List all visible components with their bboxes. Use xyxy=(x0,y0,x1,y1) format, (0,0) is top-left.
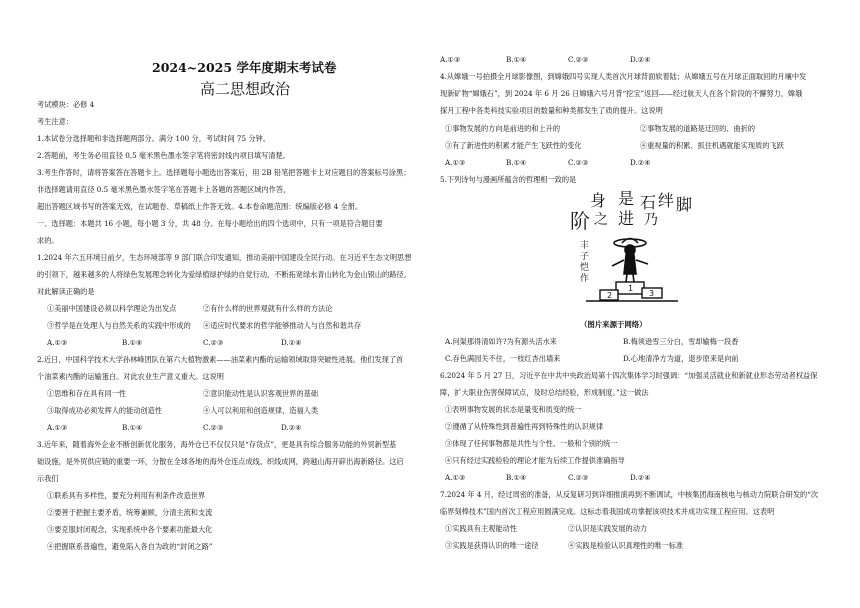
question-3-stem: 3.近年来，随着海外企业不断创新优化服务，海外仓已不仅仅只是“存货点”，更是具有综合服务功能的外贸新型基 xyxy=(37,440,397,449)
answer-option[interactable]: C.②③ xyxy=(568,473,589,482)
answer-option[interactable]: D.②④ xyxy=(281,338,302,347)
calligraphy-char: 石 xyxy=(640,193,657,212)
statement-item: ①实践具有主观能动性 xyxy=(445,524,517,533)
calligraphy-char: 绊 xyxy=(658,191,675,210)
cartoon-caption: （图片来源于网络） xyxy=(580,320,647,329)
note-line: 2.答题前，考生务必用直径 0.5 毫米黑色墨水签字笔将密封线内项目填写清楚。 xyxy=(37,151,290,160)
statement-item: ①美丽中国建设必须以科学理论为出发点 xyxy=(47,304,177,313)
question-4-stem: 4.从嫦娥一号拍摄全月球影像图，到嫦娥四号实现人类首次月球背面软着陆；从嫦娥五号在月球正面取回的月壤中发 xyxy=(440,72,807,81)
exam-title: 2024~2025 学年度期末考试卷 xyxy=(152,60,337,75)
exam-module: 考试模块：必修 4 xyxy=(37,100,95,109)
question-4-stem: 现新矿物“嫦娥石”，到 2024 年 6 月 26 日嫦娥六号月背“挖宝”返回——经过航天人在各个阶段的不懈努力，嫦娥 xyxy=(440,89,803,98)
exam-subject: 高二思想政治 xyxy=(200,80,291,98)
section-heading: 一、选择题：本题共 16 小题，每小题 3 分，共 48 分。在每小题给出的四个选项中，只有一项是符合题目要 xyxy=(37,219,383,228)
answer-option[interactable]: C.吞色满园关不住，一枝红杏出墙来 xyxy=(445,354,561,363)
calligraphy-char: 乃 xyxy=(644,212,658,228)
note-line: 超出答题区域书写的答案无效，在试题卷、草稿纸上作答无效。4.本卷命题范围：统编版必修 4 全册。 xyxy=(37,202,363,211)
answer-option[interactable]: C.②③ xyxy=(203,338,224,347)
note-line: 1.本试卷分选择题和非选择题两部分。满分 100 分，考试时间 75 分钟。 xyxy=(37,134,270,143)
calligraphy-char: 身 xyxy=(590,191,607,210)
answer-option[interactable]: D.②④ xyxy=(630,473,651,482)
statement-item: ④只有经过实践检验的理论才能为后续工作提供准确指导 xyxy=(445,456,625,465)
answer-option[interactable]: D.心地清净方为道，退步原来是向前 xyxy=(623,354,739,363)
statement-item: ②要善于把握主要矛盾，统筹兼顾，分清主流和支流 xyxy=(47,508,213,517)
answer-option[interactable]: D.②④ xyxy=(630,158,651,167)
statement-item: ④人可以利用和创造规律，造福人类 xyxy=(203,406,319,415)
question-5-stem: 5.下列诗句与漫画所蕴含的哲理相一致的是 xyxy=(440,175,577,184)
answer-option[interactable]: C.②③ xyxy=(568,158,589,167)
answer-option[interactable]: B.①④ xyxy=(506,55,527,64)
answer-option[interactable]: B.①④ xyxy=(122,338,143,347)
answer-option[interactable]: B.①④ xyxy=(506,158,527,167)
question-7-stem: 7.2024 年 4 月，经过周密的准备，从反复研习到详细推演再到不断调试，中核集团海南核电与核动力院联合研发的“次 xyxy=(440,490,819,499)
question-1-stem: 的引领下，越来越多的人将绿色发展理念转化为爱绿植绿护绿的自觉行动，不断拓宽绿水青山转化为金山银山的路径。 xyxy=(37,270,411,279)
answer-option[interactable]: D.②④ xyxy=(281,423,302,432)
statement-item: ③哲学是在处理人与自然关系的实践中形成的 xyxy=(47,321,191,330)
podium-number: 2 xyxy=(607,291,613,300)
podium-number: 3 xyxy=(649,289,655,298)
note-line: 3.考生作答时，请将答案答在答题卡上。选择题每小题选出答案后，用 2B 铅笔把答题卡上对应题目的答案标号涂黑； xyxy=(37,168,411,177)
answer-option[interactable]: C.②③ xyxy=(203,423,224,432)
stepping-stone-cartoon xyxy=(566,188,694,312)
statement-item: ②意识能动性是认识客观世界的基础 xyxy=(203,389,319,398)
statement-item: ③取得成功必须发挥人的能动创造性 xyxy=(47,406,163,415)
statement-item: ①表明事物发展的状态是量变和质变的统一 xyxy=(445,405,582,414)
signature-char: 恺 xyxy=(580,263,590,273)
statement-item: ①事物发展的方向是前进的和上升的 xyxy=(445,124,561,133)
question-1-stem: 1.2024 年六五环境日前夕，生态环境部等 9 部门联合印发通知，推动美丽中国建设全民行动。在习近平生态文明思想 xyxy=(37,253,412,262)
question-2-stem: 个油菜素内酯的运输蛋白。对此农业生产意义重大。这说明 xyxy=(37,372,224,381)
note-line: 非选择题请用直径 0.5 毫米黑色墨水签字笔在答题卡上各题的答题区域内作答， xyxy=(37,185,291,194)
statement-item: ③有了新进性的积累才能产生飞跃性的变化 xyxy=(445,141,582,150)
question-2-stem: 2.近日，中国科学技术大学孙林峰团队在第六大植物激素——油菜素内酯的运输领域取得突破性进展。他们发现了首 xyxy=(37,355,404,364)
statement-item: ④重视量的积累、抓住机遇就能实现质的飞跃 xyxy=(640,141,784,150)
statement-item: ②事物发展的道路是迂回的、曲折的 xyxy=(640,124,756,133)
calligraphy-char: 是 xyxy=(618,189,635,208)
signature-char: 作 xyxy=(580,274,590,284)
question-3-stem: 示我们 xyxy=(37,474,59,483)
statement-item: ③实践是获得认识的唯一途径 xyxy=(445,541,539,550)
answer-option[interactable]: B.①④ xyxy=(122,423,143,432)
statement-item: ②认识是实践发展的动力 xyxy=(568,524,648,533)
answer-option[interactable]: A.①③ xyxy=(440,55,461,64)
section-heading: 求的。 xyxy=(37,236,59,245)
statement-item: ①思维和存在具有同一性 xyxy=(47,389,127,398)
answer-option[interactable]: B.①④ xyxy=(506,473,527,482)
question-1-stem: 对此解读正确的是 xyxy=(37,287,95,296)
statement-item: ④适应时代要求的哲学能够推动人与自然和谐共存 xyxy=(203,321,362,330)
question-6-stem: 障，扩大职业伤害保障试点，及时总结经验，形成制度。”这一做法 xyxy=(440,388,649,397)
calligraphy-char: 之 xyxy=(594,212,608,228)
statement-item: ④实践是检验认识真理性的唯一标准 xyxy=(568,541,684,550)
statement-item: ②遵循了从特殊性到普遍性再到特殊性的认识规律 xyxy=(445,422,604,431)
answer-option[interactable]: A.①③ xyxy=(47,423,68,432)
question-4-stem: 探月工程中各类科技实验项目的数量和种类都发生了质的提升。这说明 xyxy=(440,106,663,115)
answer-option[interactable]: A.问渠那得清如许?为有源头活水来 xyxy=(445,337,557,346)
statement-item: ③要克服封闭观念，实现系统中各个要素功能最大化 xyxy=(47,525,213,534)
answer-option[interactable]: B.梅须逊雪三分白，雪却输梅一段香 xyxy=(623,337,739,346)
statement-item: ①联系具有多样性，要充分利用有利条件改造世界 xyxy=(47,491,206,500)
calligraphy-char: 脚 xyxy=(676,195,693,214)
signature-char: 子 xyxy=(580,252,590,262)
answer-option[interactable]: A.①③ xyxy=(47,338,68,347)
answer-option[interactable]: C.②③ xyxy=(568,55,589,64)
question-7-stem: 临界刻棒技术”国内首次工程应用圆满完成。这标志着我国成功掌握该项技术并成功实现工程应用。这表明 xyxy=(440,507,775,516)
calligraphy-char: 阶 xyxy=(570,209,590,233)
question-3-stem: 础设施，是外贸供应链的重要一环，分散在全球各地的海外仓连点成线、织线成网，跨越山海开辟出海新路径。这启 xyxy=(37,457,404,466)
statement-item: ④把握联系普遍性，避免陷入各自为政的“封闭之路” xyxy=(47,542,213,551)
calligraphy-char: 进 xyxy=(618,209,635,228)
answer-option[interactable]: A.①③ xyxy=(445,158,466,167)
podium-number: 1 xyxy=(628,284,634,293)
question-6-stem: 6.2024 年 5 月 27 日，习近平在中共中央政治局第十四次集体学习时强调：“加强灵活就业和新就业形态劳动者权益保 xyxy=(440,371,818,380)
answer-option[interactable]: D.②④ xyxy=(630,55,651,64)
answer-option[interactable]: A.①③ xyxy=(445,473,466,482)
statement-item: ③体现了任何事物都是共性与个性、一般和个别的统一 xyxy=(445,439,618,448)
statement-item: ②有什么样的世界观就有什么样的方法论 xyxy=(203,304,333,313)
signature-char: 丰 xyxy=(580,241,590,251)
notice-label: 考生注意： xyxy=(37,117,73,126)
